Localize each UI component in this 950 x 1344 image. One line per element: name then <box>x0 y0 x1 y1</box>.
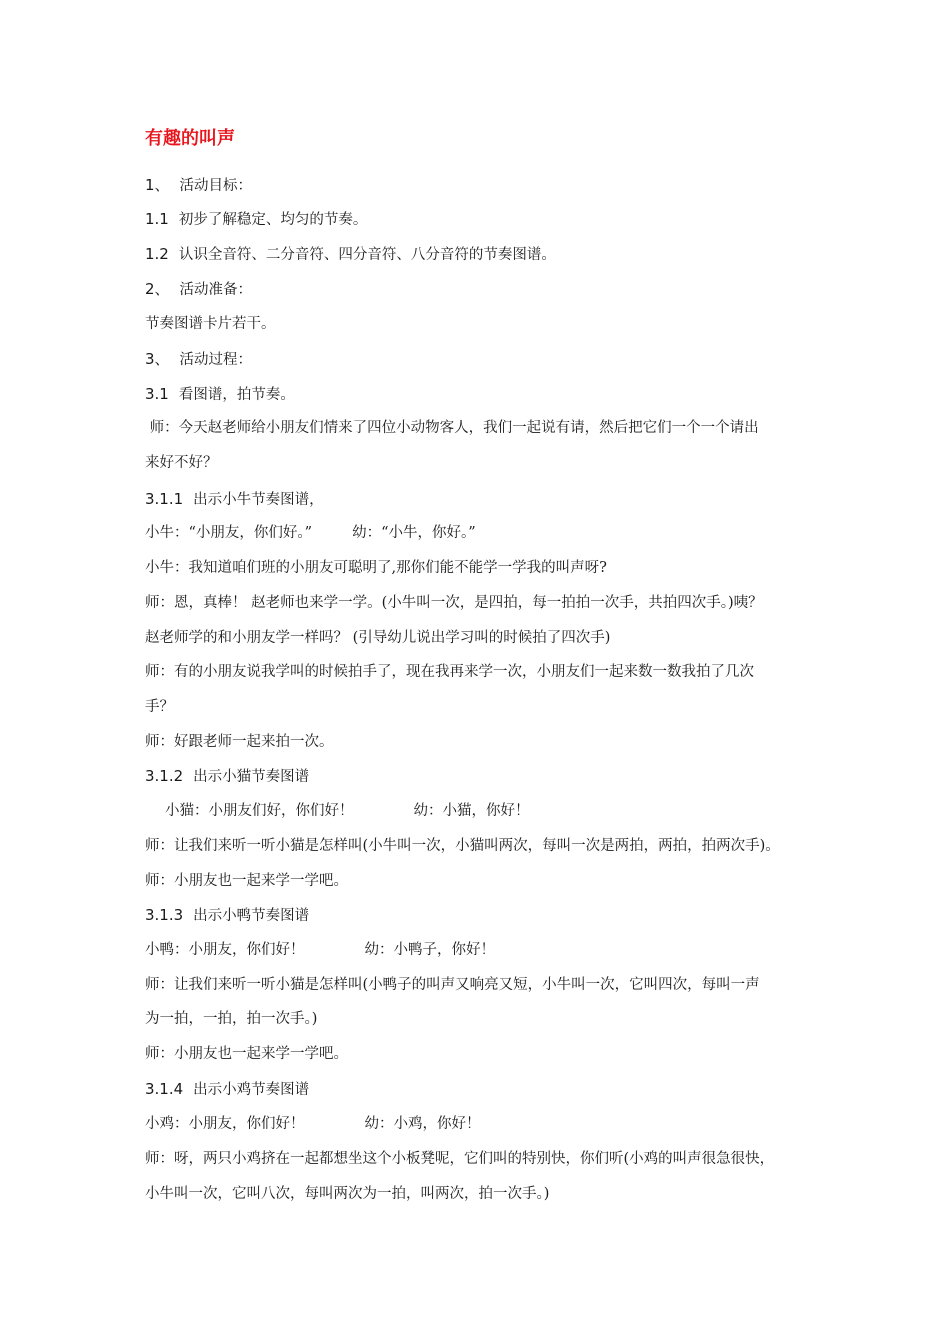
item-number: 3.1.4 <box>145 1080 184 1098</box>
step-3-1 <box>145 384 815 405</box>
duck-dialogue <box>145 940 815 960</box>
item-number: 1.1 <box>145 210 169 228</box>
document-title: 有趣的叫声 <box>145 128 235 149</box>
cow-dialogue <box>145 523 815 543</box>
child-reply: 幼：小鸭子，你好！ <box>364 942 495 958</box>
item-number: 3.1.2 <box>145 767 184 785</box>
preparation-text: 节奏图谱卡片若干。 <box>145 316 276 332</box>
section-number: 2、 <box>145 280 170 298</box>
chick-dialogue <box>145 1114 815 1134</box>
duck-teacher-line-a: 师：让我们来听一听小猫是怎样叫(小鸭子的叫声又响亮又短，小牛叫一次，它叫四次，每叫一声 <box>145 977 760 993</box>
item-number: 3.1.1 <box>145 490 184 508</box>
child-reply: 幼：小猫，你好！ <box>413 803 530 819</box>
duck-teacher-line-2: 师：小朋友也一起来学一学吧。 <box>145 1046 348 1062</box>
cat-line: 小猫：小朋友们好，你们好！ <box>165 803 354 819</box>
step-3-1-1 <box>145 489 815 510</box>
section-label: 活动过程： <box>179 352 253 368</box>
teacher-line-1b: 赵老师学的和小朋友学一样吗？ (引导幼儿说出学习叫的时候拍了四次手) <box>145 630 611 646</box>
item-number: 3.1.3 <box>145 906 184 924</box>
item-text: 出示小鸡节奏图谱 <box>193 1082 310 1098</box>
section-label: 活动目标： <box>179 178 253 194</box>
cat-dialogue <box>145 801 835 821</box>
cow-line: 小牛：“小朋友，你们好。” <box>145 525 313 541</box>
section-label: 活动准备： <box>179 282 253 298</box>
chick-line: 小鸡：小朋友，你们好！ <box>145 1116 305 1132</box>
chick-teacher-line-b: 小牛叫一次，它叫八次，每叫两次为一拍，叫两次，拍一次手。) <box>145 1186 550 1202</box>
duck-teacher-line-b: 为一拍，一拍，拍一次手。) <box>145 1011 318 1027</box>
cat-teacher-line: 师：让我们来听一听小猫是怎样叫(小牛叫一次，小猫叫两次，每叫一次是两拍，两拍，拍两次手)。 <box>145 838 780 854</box>
section-1-heading <box>145 175 815 196</box>
section-number: 1、 <box>145 176 170 194</box>
step-3-1-2 <box>145 766 815 787</box>
goal-1-2 <box>145 244 815 265</box>
chick-teacher-line-a: 师：呀，两只小鸡挤在一起都想坐这个小板凳呢，它们叫的特别快，你们听(小鸡的叫声很急很快， <box>145 1151 775 1167</box>
teacher-line-2a: 师：有的小朋友说我学叫的时候拍手了，现在我再来学一次，小朋友们一起来数一数我拍了几次 <box>145 664 754 680</box>
step-3-1-4 <box>145 1079 815 1100</box>
intro-line-2: 来好不好？ <box>145 455 218 471</box>
child-reply: 幼：“小牛，你好。” <box>352 525 476 541</box>
teacher-line-2b: 手？ <box>145 699 174 715</box>
item-text: 认识全音符、二分音符、四分音符、八分音符的节奏图谱。 <box>178 247 556 263</box>
item-text: 初步了解稳定、均匀的节奏。 <box>178 212 368 228</box>
section-number: 3、 <box>145 350 170 368</box>
cat-teacher-line-2: 师：小朋友也一起来学一学吧。 <box>145 873 348 889</box>
section-3-heading <box>145 349 815 370</box>
duck-line: 小鸭：小朋友，你们好！ <box>145 942 305 958</box>
intro-line-1: 师：今天赵老师给小朋友们情来了四位小动物客人，我们一起说有请，然后把它们一个一个请出 <box>145 420 759 436</box>
item-text: 出示小猫节奏图谱 <box>193 769 310 785</box>
teacher-line-3: 师：好跟老师一起来拍一次。 <box>145 734 334 750</box>
item-text: 出示小牛节奏图谱， <box>193 492 324 508</box>
item-number: 1.2 <box>145 245 169 263</box>
teacher-line-1a: 师：恩，真棒！ 赵老师也来学一学。(小牛叫一次，是四拍，每一拍拍一次手，共拍四次手。)咦？ <box>145 595 763 611</box>
step-3-1-3 <box>145 905 815 926</box>
section-2-heading <box>145 279 815 300</box>
item-text: 看图谱，拍节奏。 <box>178 387 295 403</box>
item-number: 3.1 <box>145 385 169 403</box>
goal-1-1 <box>145 209 815 230</box>
item-text: 出示小鸭节奏图谱 <box>193 908 310 924</box>
cow-line-2: 小牛：我知道咱们班的小朋友可聪明了,那你们能不能学一学我的叫声呀? <box>145 560 607 576</box>
child-reply: 幼：小鸡，你好！ <box>364 1116 481 1132</box>
